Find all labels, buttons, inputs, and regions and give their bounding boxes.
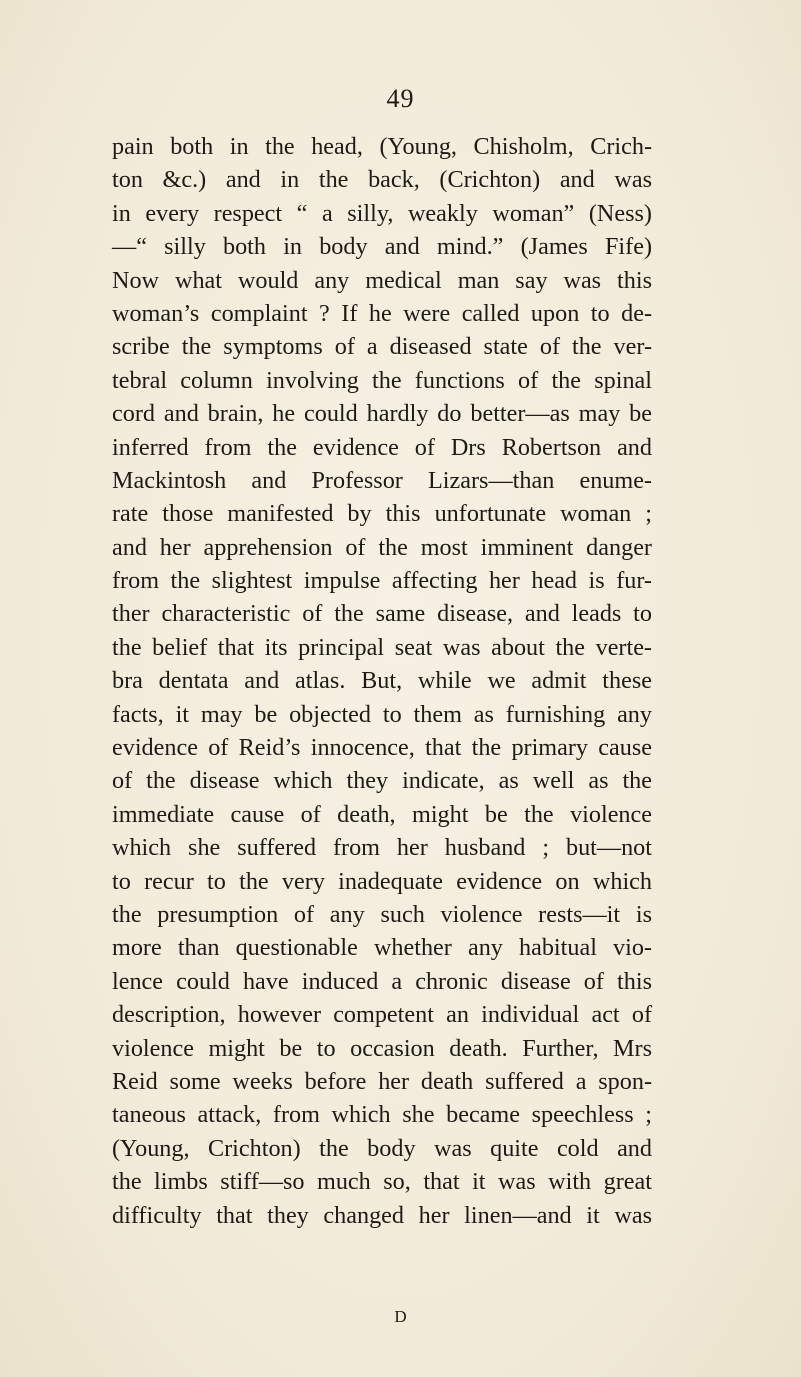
text-line: from the slightest impulse affecting her head is fur- [112, 567, 652, 595]
text-line: Mackintosh and Professor Lizars—than enume- [112, 466, 652, 494]
text-line: in every respect “ a silly, weakly woman” (Ness) [112, 199, 652, 227]
text-line: immediate cause of death, might be the violence [112, 800, 652, 828]
text-line: more than questionable whether any habitual vio- [112, 934, 652, 962]
text-line: Reid some weeks before her death suffered a spon- [112, 1067, 652, 1095]
text-line: description, however competent an individual act of [112, 1001, 652, 1029]
body-text [112, 130, 652, 1232]
signature-mark: D [394, 1307, 407, 1326]
text-line: scribe the symptoms of a diseased state of the ver- [112, 333, 652, 361]
text-line: the presumption of any such violence rests—it is [112, 900, 652, 928]
text-line: Now what would any medical man say was this [112, 266, 652, 294]
text-line: violence might be to occasion death. Further, Mrs [112, 1034, 652, 1062]
text-line: (Young, Crichton) the body was quite cold and [112, 1134, 652, 1162]
text-line: which she suffered from her husband ; but—not [112, 834, 652, 862]
text-line: tebral column involving the functions of the spinal [112, 366, 652, 394]
text-line: evidence of Reid’s innocence, that the primary cause [112, 734, 652, 762]
text-line: ther characteristic of the same disease, and leads to [112, 600, 652, 628]
text-line: bra dentata and atlas. But, while we admit these [112, 667, 652, 695]
text-line: facts, it may be objected to them as furnishing any [112, 700, 652, 728]
page-number: 49 [386, 84, 415, 113]
text-line: the belief that its principal seat was about the verte- [112, 633, 652, 661]
text-line: of the disease which they indicate, as well as the [112, 767, 652, 795]
text-line: and her apprehension of the most imminent danger [112, 533, 652, 561]
text-line: cord and brain, he could hardly do better—as may be [112, 400, 652, 428]
text-line: taneous attack, from which she became speechless ; [112, 1101, 652, 1129]
text-line: ton &c.) and in the back, (Crichton) and was [112, 166, 652, 194]
text-line: —“ silly both in body and mind.” (James Fife) [112, 233, 652, 261]
text-line: the limbs stiff—so much so, that it was with great [112, 1168, 652, 1196]
text-line: inferred from the evidence of Drs Robertson and [112, 433, 652, 461]
text-line: to recur to the very inadequate evidence on which [112, 867, 652, 895]
text-line: woman’s complaint ? If he were called upon to de- [112, 299, 652, 327]
text-line: lence could have induced a chronic disease of this [112, 967, 652, 995]
text-line: pain both in the head, (Young, Chisholm, Crich- [112, 133, 652, 160]
text-line: difficulty that they changed her linen—and it was [112, 1201, 652, 1229]
text-line: rate those manifested by this unfortunate woman ; [112, 500, 652, 528]
